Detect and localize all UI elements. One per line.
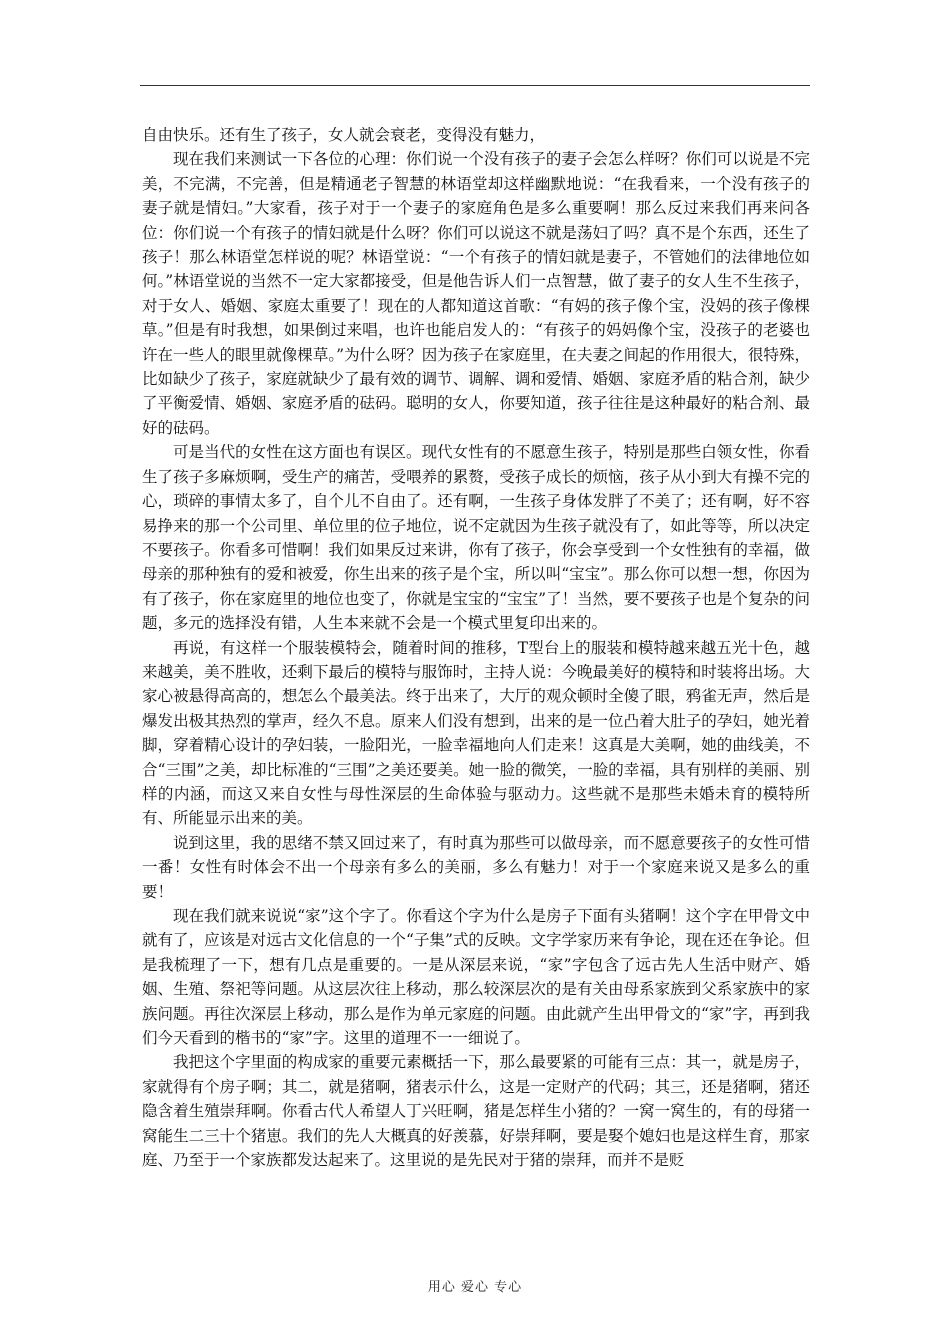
paragraph: 自由快乐。还有生了孩子，女人就会衰老，变得没有魅力， <box>142 126 546 144</box>
paragraph: 可是当代的女性在这方面也有误区。现代女性有的不愿意生孩子，特别是那些白领女性，你看生了孩子多麻烦啊，受生产的痛苦，受喂养的累赘，受孩子成长的烦恼，孩子从小到大有操不完的心，琐碎的事情太多了，自个儿不自由了。还有啊，一生孩子身体发胖了不美了；还有啊，好不容易挣来的那一个公司里、单位里的位子地位，说不定就因为生孩子就没有了，如此等等，所以决定不要孩子。你看多可惜啊！我们如果反过来讲，你有了孩子，你会享受到一个女性独有的幸福，做母亲的那种独有的爱和被爱，你生出来的孩子是个宝，所以叫“宝宝”。那么你可以想一想，你因为有了孩子，你在家庭里的地位也变了，你就是宝宝的“宝宝”了！当然，要不要孩子也是个复杂的问题，多元的选择没有错，人生本来就不会是一个模式里复印出来的。 <box>142 443 810 633</box>
paragraph: 现在我们就来说说“家”这个字了。你看这个字为什么是房子下面有头猪啊！这个字在甲骨文中就有了，应该是对远古文化信息的一个“子集”式的反映。文字学家历来有争论，现在还在争论。但是我梳理了一下，想有几点是重要的。一是从深层来说，“家”字包含了远古先人生活中财产、婚姻、生殖、祭祀等问题。从这层次往上移动，那么较深层次的是有关由母系家族到父系家族中的家族问题。再往次深层上移动，那么是作为单元家庭的问题。由此就产生出甲骨文的“家”字，再到我们今天看到的楷书的“家”字。这里的道理不一一细说了。 <box>142 907 810 1048</box>
paragraph: 我把这个字里面的构成家的重要元素概括一下，那么最要紧的可能有三点：其一，就是房子，家就得有个房子啊；其二，就是猪啊，猪表示什么，这是一定财产的代码；其三，还是猪啊，猪还隐含着生殖崇拜啊。你看古代人希望人丁兴旺啊，猪是怎样生小猪的？一窝一窝生的，有的母猪一窝能生二三十个猪崽。我们的先人大概真的好羡慕，好崇拜啊，要是娶个媳妇也是这样生育，那家庭、乃至于一个家族都发达起来了。这里说的是先民对于猪的崇拜，而并不是贬 <box>142 1053 810 1170</box>
paragraph: 说到这里，我的思绪不禁又回过来了，有时真为那些可以做母亲，而不愿意要孩子的女性可惜一番！女性有时体会不出一个母亲有多么的美丽，多么有魅力！对于一个家庭来说又是多么的重要！ <box>142 833 810 901</box>
document-body <box>142 123 810 1172</box>
paragraph: 再说，有这样一个服装模特会，随着时间的推移，T型台上的服装和模特越来越五光十色，越来越美，美不胜收，还剩下最后的模特与服饰时，主持人说：今晚最美好的模特和时装将出场。大家心被悬得高高的，想怎么个最美法。终于出来了，大厅的观众顿时全傻了眼，鸦雀无声，然后是爆发出极其热烈的掌声，经久不息。原来人们没有想到，出来的是一位凸着大肚子的孕妇，她光着脚，穿着精心设计的孕妇装，一脸阳光，一脸幸福地向人们走来！这真是大美啊，她的曲线美，不合“三围”之美，却比标准的“三围”之美还要美。她一脸的微笑，一脸的幸福，具有别样的美丽、别样的内涵，而这又来自女性与母性深层的生命体验与驱动力。这些就不是那些未婚未育的模特所有、所能显示出来的美。 <box>142 638 810 828</box>
header-rule <box>140 85 810 86</box>
paragraph: 现在我们来测试一下各位的心理：你们说一个没有孩子的妻子会怎么样呀？你们可以说是不完美，不完满，不完善，但是精通老子智慧的林语堂却这样幽默地说：“在我看来，一个没有孩子的妻子就是情妇。”大家看，孩子对于一个妻子的家庭角色是多么重要啊！那么反过来我们再来问各位：你们说一个有孩子的情妇就是什么呀？你们可以说这不就是荡妇了吗？真不是个东西，还生了孩子！那么林语堂怎样说的呢？林语堂说：“一个有孩子的情妇就是妻子，不管她们的法律地位如何。”林语堂说的当然不一定大家都接受，但是他告诉人们一点智慧，做了妻子的女人生不生孩子，对于女人、婚姻、家庭太重要了！现在的人都知道这首歌：“有妈的孩子像个宝，没妈的孩子像棵草。”但是有时我想，如果倒过来唱，也许也能启发人的：“有孩子的妈妈像个宝，没孩子的老婆也许在一些人的眼里就像棵草。”为什么呀？因为孩子在家庭里，在夫妻之间起的作用很大，很特殊，比如缺少了孩子，家庭就缺少了最有效的调节、调解、调和爱情、婚姻、家庭矛盾的粘合剂，缺少了平衡爱情、婚姻、家庭矛盾的砝码。聪明的女人，你要知道，孩子往往是这种最好的粘合剂、最好的砝码。 <box>142 150 810 437</box>
page-footer: 用心 爱心 专心 <box>427 1280 523 1295</box>
